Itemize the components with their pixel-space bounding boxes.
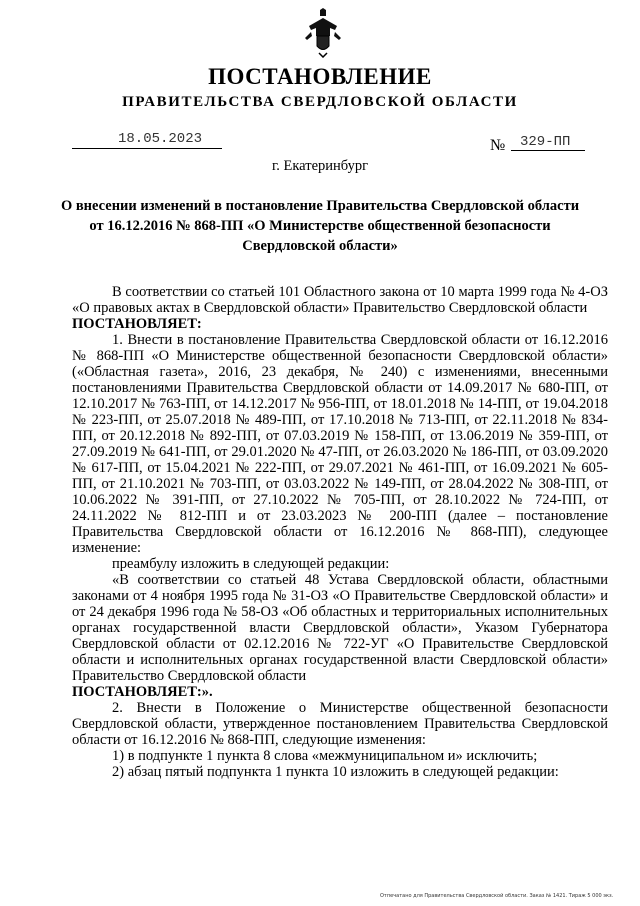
coat-of-arms-icon: [303, 8, 343, 58]
document-number: 329-ПП: [520, 134, 571, 150]
number-sign: №: [490, 137, 506, 154]
number-underline: [511, 150, 585, 151]
document-type-title: ПОСТАНОВЛЕНИЕ: [208, 64, 432, 89]
paragraph-subitem-1: 1) в подпункте 1 пункта 8 слова «межмуниципальном и» исключить;: [112, 748, 538, 764]
paragraph-new-preamble: «В соответствии со статьей 48 Устава Свердловской области, областными законами от 4 ноября 1995 года № 31-ОЗ «О Правительстве Свердловской области» и от 24 декабря 1996 года № 58-ОЗ «Об областных и территориальных исполнительных органах государственной власти Свердловской области», Указом Губернатора Свердловской области от 02.12.2016 № 722-УГ «О Правительстве Свердловской области и исполнительных органах государственной власти Свердловской области» Правительство Свердловской области: [72, 572, 608, 684]
city: г. Екатеринбург: [271, 158, 369, 174]
issuer-title: ПРАВИТЕЛЬСТВА СВЕРДЛОВСКОЙ ОБЛАСТИ: [122, 94, 518, 110]
document-subject: О внесении изменений в постановление Правительства Свердловской области от 16.12.2016 № 868-ПП «О Министерстве общественной безопасности Свердловской области»: [60, 198, 580, 254]
paragraph-item-1: 1. Внести в постановление Правительства Свердловской области от 16.12.2016 № 868-ПП «О Министерстве общественной безопасности Свердловской области» («Областная газета», 2016, 23 декабря, № 240) с изменениями, внесенными постановлениями Правительства Свердловской области от 14.09.2017 № 680-ПП, от 12.10.2017 № 763-ПП, от 14.12.2017 № 956-ПП, от 18.01.2018 № 14-ПП, от 19.04.2018 № 223-ПП, от 25.07.2018 № 489-ПП, от 17.10.2018 № 713-ПП, от 22.11.2018 № 834-ПП, от 20.12.2018 № 892-ПП, от 07.03.2019 № 158-ПП, от 13.06.2019 № 359-ПП, от 27.09.2019 № 641-ПП, от 29.01.2020 № 47-ПП, от 26.03.2020 № 186-ПП, от 03.09.2020 № 617-ПП, от 15.04.2021 № 222-ПП, от 29.07.2021 № 461-ПП, от 16.09.2021 № 605-ПП, от 21.10.2021 № 703-ПП, от 03.03.2022 № 149-ПП, от 28.04.2022 № 308-ПП, от 10.06.2022 № 391-ПП, от 27.10.2022 № 705-ПП, от 28.10.2022 № 724-ПП, от 24.11.2022 № 812-ПП и от 23.03.2023 № 200-ПП (далее – постановление Правительства Свердловской области от 16.12.2016 № 868-ПП), следующее изменение:: [72, 332, 608, 556]
paragraph-preamble-instruction: преамбулу изложить в следующей редакции:: [112, 556, 390, 572]
paragraph-item-2: 2. Внести в Положение о Министерстве общественной безопасности Свердловской области, утвержденное постановлением Правительства Свердловской области от 16.12.2016 № 868-ПП, следующие изменения:: [72, 700, 608, 748]
document-body: [72, 284, 608, 780]
paragraph-subitem-2: 2) абзац пятый подпункта 1 пункта 10 изложить в следующей редакции:: [112, 764, 559, 780]
print-footer: Отпечатано для Правительства Свердловской области. Заказ № 1421. Тираж 5 000 экз.: [380, 893, 614, 899]
decree-heading: ПОСТАНОВЛЯЕТ:: [72, 316, 202, 332]
preamble-paragraph: В соответствии со статьей 101 Областного закона от 10 марта 1999 года № 4-ОЗ «О правовых актах в Свердловской области» Правительство Свердловской области: [72, 284, 608, 316]
date-underline: [72, 148, 222, 149]
document-date: 18.05.2023: [118, 131, 203, 147]
decree-heading-quoted: ПОСТАНОВЛЯЕТ:».: [72, 684, 213, 700]
